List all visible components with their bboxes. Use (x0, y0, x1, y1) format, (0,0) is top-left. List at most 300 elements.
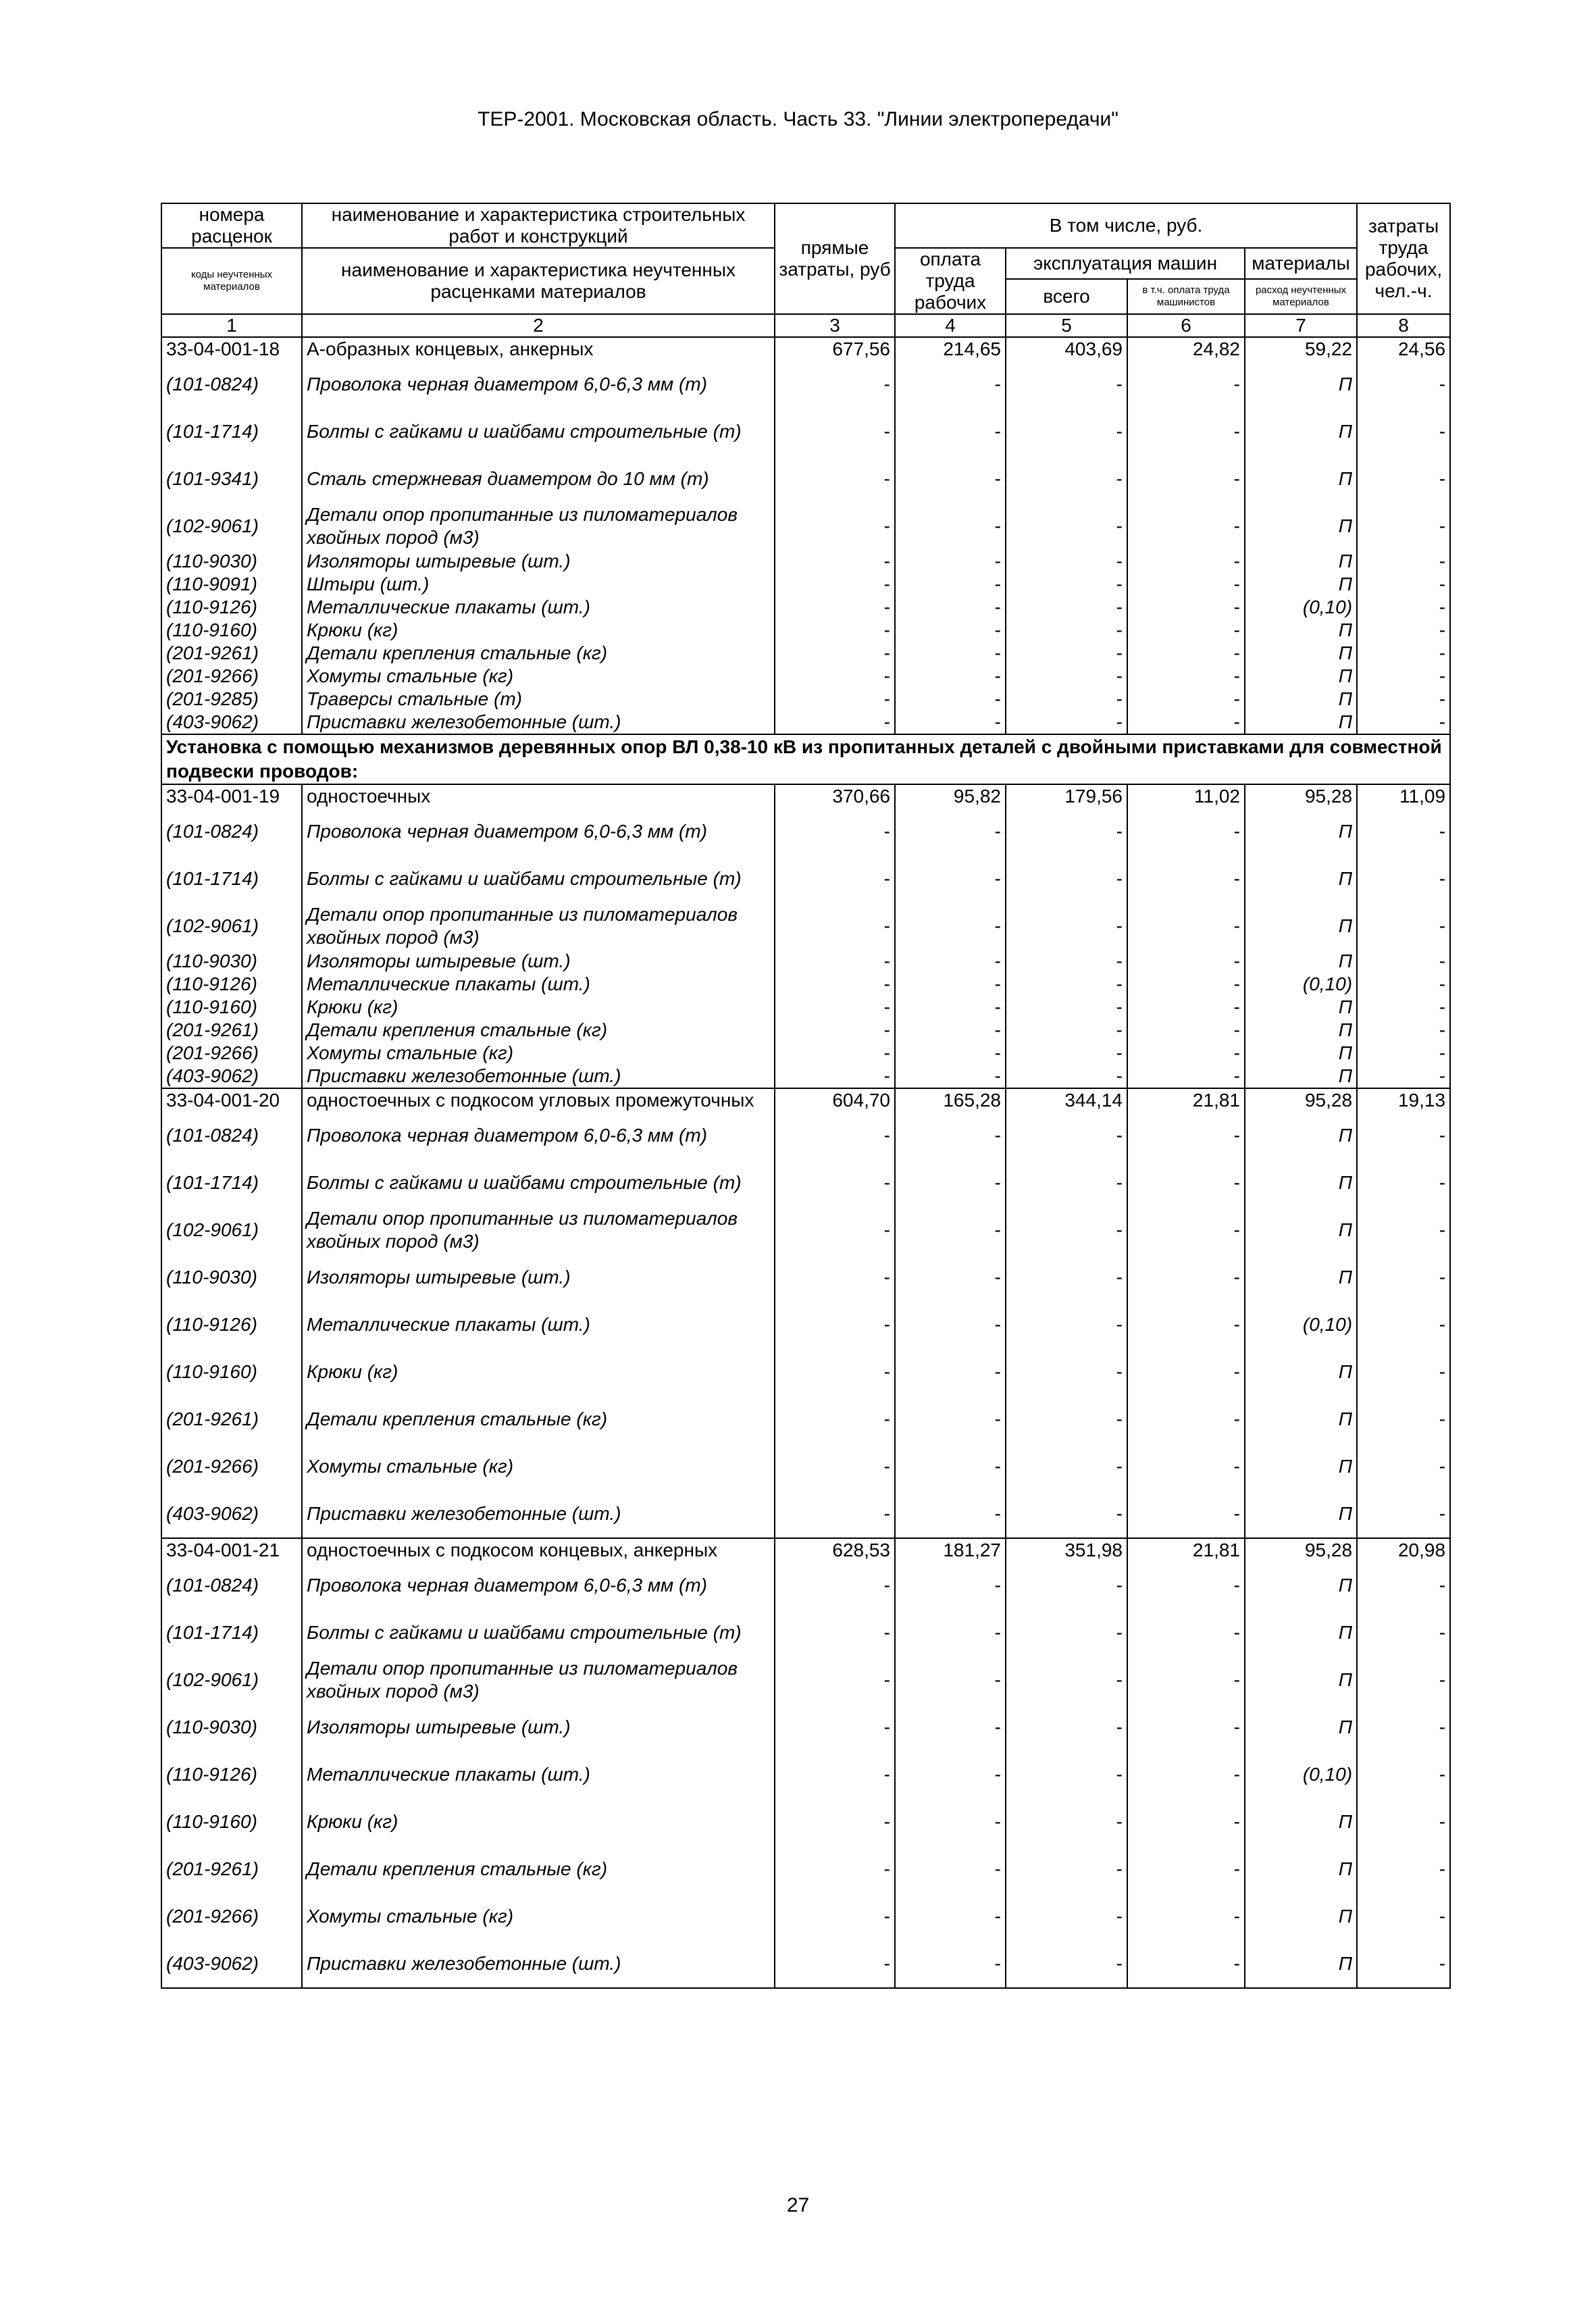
material-name: Крюки (кг) (302, 619, 775, 642)
material-name: Хомуты стальные (кг) (302, 1893, 775, 1940)
material-row (161, 903, 1450, 950)
empty-value: - (1127, 950, 1245, 973)
column-number: 3 (775, 314, 895, 337)
empty-value: - (1127, 1893, 1245, 1940)
empty-value: - (1127, 688, 1245, 711)
material-consumption: П (1245, 1443, 1357, 1490)
empty-value: - (1127, 1656, 1245, 1704)
rate-value: 21,81 (1127, 1088, 1245, 1112)
empty-value: - (1127, 573, 1245, 596)
material-name: Приставки железобетонные (шт.) (302, 711, 775, 734)
material-code: (201-9266) (161, 1042, 302, 1065)
material-code: (110-9126) (161, 1751, 302, 1798)
material-code: (101-0824) (161, 361, 302, 408)
empty-value: - (775, 455, 895, 503)
empty-value: - (1127, 1490, 1245, 1538)
empty-value: - (1006, 1065, 1127, 1088)
material-consumption: П (1245, 408, 1357, 455)
header-name: наименование и характеристика строительных работ и конструкций (302, 203, 775, 248)
empty-value: - (895, 1846, 1006, 1893)
empty-value: - (775, 1490, 895, 1538)
empty-value: - (895, 688, 1006, 711)
column-number: 2 (302, 314, 775, 337)
empty-value: - (1357, 1348, 1450, 1396)
rate-row (161, 1088, 1450, 1112)
material-name: Детали опор пропитанные из пиломатериалов хвойных пород (м3) (302, 503, 775, 550)
rate-value: 628,53 (775, 1538, 895, 1562)
material-consumption: П (1245, 1065, 1357, 1088)
material-consumption: П (1245, 1940, 1357, 1988)
empty-value: - (1357, 1301, 1450, 1348)
header-material-codes: коды неучтенных материалов (161, 248, 302, 314)
empty-value: - (895, 1159, 1006, 1206)
material-code: (201-9266) (161, 1443, 302, 1490)
empty-value: - (775, 642, 895, 665)
material-name: Изоляторы штыревые (шт.) (302, 950, 775, 973)
rate-name: одностоечных с подкосом угловых промежуточных (302, 1088, 775, 1112)
material-consumption: П (1245, 1798, 1357, 1846)
rate-value: 19,13 (1357, 1088, 1450, 1112)
empty-value: - (895, 711, 1006, 734)
material-name: Детали опор пропитанные из пиломатериалов хвойных пород (м3) (302, 903, 775, 950)
empty-value: - (1127, 642, 1245, 665)
empty-value: - (1127, 1159, 1245, 1206)
material-row (161, 808, 1450, 855)
empty-value: - (1357, 855, 1450, 903)
material-name: Хомуты стальные (кг) (302, 665, 775, 688)
material-consumption: П (1245, 1396, 1357, 1443)
material-row (161, 408, 1450, 455)
empty-value: - (1127, 455, 1245, 503)
empty-value: - (1357, 573, 1450, 596)
material-consumption: П (1245, 503, 1357, 550)
column-number: 4 (895, 314, 1006, 337)
rate-value: 20,98 (1357, 1538, 1450, 1562)
empty-value: - (1127, 1704, 1245, 1751)
empty-value: - (1127, 1396, 1245, 1443)
material-row (161, 361, 1450, 408)
material-name: Металлические плакаты (шт.) (302, 1751, 775, 1798)
empty-value: - (895, 1396, 1006, 1443)
material-consumption: П (1245, 1490, 1357, 1538)
material-row (161, 1159, 1450, 1206)
empty-value: - (1357, 642, 1450, 665)
material-row (161, 1798, 1450, 1846)
empty-value: - (1006, 1348, 1127, 1396)
material-name: Детали крепления стальные (кг) (302, 1846, 775, 1893)
material-name: Приставки железобетонные (шт.) (302, 1490, 775, 1538)
empty-value: - (895, 503, 1006, 550)
empty-value: - (1006, 808, 1127, 855)
material-name: Крюки (кг) (302, 996, 775, 1019)
empty-value: - (895, 1042, 1006, 1065)
empty-value: - (1127, 408, 1245, 455)
empty-value: - (1357, 1112, 1450, 1159)
material-code: (201-9266) (161, 665, 302, 688)
material-row (161, 1348, 1450, 1396)
rate-value: 59,22 (1245, 337, 1357, 361)
material-row (161, 619, 1450, 642)
material-consumption: П (1245, 1562, 1357, 1609)
empty-value: - (895, 996, 1006, 1019)
empty-value: - (1357, 1656, 1450, 1704)
material-consumption: П (1245, 1846, 1357, 1893)
section-title: Установка с помощью механизмов деревянных опор ВЛ 0,38-10 кВ из пропитанных деталей с двойными приставками для совместной подвески проводов: (161, 734, 1450, 784)
empty-value: - (1357, 1159, 1450, 1206)
rate-value: 214,65 (895, 337, 1006, 361)
empty-value: - (1357, 1609, 1450, 1656)
empty-value: - (775, 619, 895, 642)
empty-value: - (1127, 996, 1245, 1019)
material-code: (101-0824) (161, 1112, 302, 1159)
material-name: Хомуты стальные (кг) (302, 1443, 775, 1490)
material-row (161, 1940, 1450, 1988)
empty-value: - (1357, 1443, 1450, 1490)
rate-value: 95,28 (1245, 1088, 1357, 1112)
empty-value: - (895, 1019, 1006, 1042)
empty-value: - (1006, 1940, 1127, 1988)
material-consumption: П (1245, 950, 1357, 973)
empty-value: - (1357, 1893, 1450, 1940)
empty-value: - (775, 1254, 895, 1301)
empty-value: - (1006, 503, 1127, 550)
rate-value: 24,56 (1357, 337, 1450, 361)
document-header: ТЕР-2001. Московская область. Часть 33. "Линии электропередачи" (478, 108, 1118, 130)
material-row (161, 1490, 1450, 1538)
material-consumption: П (1245, 455, 1357, 503)
empty-value: - (1357, 361, 1450, 408)
empty-value: - (775, 1751, 895, 1798)
empty-value: - (1357, 1704, 1450, 1751)
empty-value: - (775, 1019, 895, 1042)
material-consumption: П (1245, 688, 1357, 711)
empty-value: - (895, 1301, 1006, 1348)
material-consumption: П (1245, 1704, 1357, 1751)
material-code: (201-9261) (161, 1019, 302, 1042)
empty-value: - (1127, 361, 1245, 408)
empty-value: - (775, 855, 895, 903)
header-operator-wages: в т.ч. оплата труда машинистов (1127, 279, 1245, 314)
empty-value: - (775, 550, 895, 573)
material-consumption: П (1245, 1159, 1357, 1206)
empty-value: - (1127, 1798, 1245, 1846)
material-row (161, 1609, 1450, 1656)
empty-value: - (1357, 1042, 1450, 1065)
column-number: 1 (161, 314, 302, 337)
empty-value: - (1127, 1042, 1245, 1065)
rate-value: 95,82 (895, 784, 1006, 808)
empty-value: - (775, 1798, 895, 1846)
material-row (161, 1443, 1450, 1490)
empty-value: - (775, 596, 895, 619)
material-name: Крюки (кг) (302, 1798, 775, 1846)
empty-value: - (1006, 665, 1127, 688)
material-code: (101-1714) (161, 1159, 302, 1206)
empty-value: - (1127, 1206, 1245, 1254)
material-consumption: П (1245, 642, 1357, 665)
empty-value: - (775, 1301, 895, 1348)
empty-value: - (1006, 1159, 1127, 1206)
empty-value: - (1006, 688, 1127, 711)
empty-value: - (775, 1609, 895, 1656)
empty-value: - (775, 665, 895, 688)
material-row (161, 1206, 1450, 1254)
empty-value: - (1006, 1490, 1127, 1538)
empty-value: - (1006, 619, 1127, 642)
empty-value: - (1127, 1348, 1245, 1396)
empty-value: - (1006, 903, 1127, 950)
material-code: (110-9126) (161, 1301, 302, 1348)
empty-value: - (1127, 1609, 1245, 1656)
material-consumption: П (1245, 808, 1357, 855)
material-code: (102-9061) (161, 503, 302, 550)
empty-value: - (895, 1751, 1006, 1798)
empty-value: - (1127, 1065, 1245, 1088)
rate-value: 95,28 (1245, 784, 1357, 808)
rate-value: 179,56 (1006, 784, 1127, 808)
material-name: Проволока черная диаметром 6,0-6,3 мм (т) (302, 361, 775, 408)
material-row (161, 1704, 1450, 1751)
empty-value: - (895, 361, 1006, 408)
material-name: Проволока черная диаметром 6,0-6,3 мм (т) (302, 1112, 775, 1159)
empty-value: - (775, 1704, 895, 1751)
empty-value: - (1006, 1609, 1127, 1656)
empty-value: - (895, 573, 1006, 596)
empty-value: - (895, 973, 1006, 996)
empty-value: - (775, 1656, 895, 1704)
empty-value: - (895, 596, 1006, 619)
rate-value: 21,81 (1127, 1538, 1245, 1562)
empty-value: - (895, 950, 1006, 973)
empty-value: - (895, 903, 1006, 950)
material-row (161, 503, 1450, 550)
empty-value: - (775, 1206, 895, 1254)
material-code: (101-1714) (161, 855, 302, 903)
rate-value: 95,28 (1245, 1538, 1357, 1562)
material-name: Изоляторы штыревые (шт.) (302, 1704, 775, 1751)
material-consumption: П (1245, 1893, 1357, 1940)
empty-value: - (1357, 711, 1450, 734)
material-code: (110-9160) (161, 619, 302, 642)
empty-value: - (1357, 1206, 1450, 1254)
empty-value: - (1357, 1254, 1450, 1301)
material-code: (403-9062) (161, 1065, 302, 1088)
empty-value: - (775, 903, 895, 950)
material-code: (201-9261) (161, 1396, 302, 1443)
empty-value: - (775, 1846, 895, 1893)
empty-value: - (775, 1443, 895, 1490)
material-consumption: П (1245, 1042, 1357, 1065)
empty-value: - (1127, 711, 1245, 734)
empty-value: - (1006, 642, 1127, 665)
material-row (161, 688, 1450, 711)
section-heading (161, 734, 1450, 784)
material-name: Проволока черная диаметром 6,0-6,3 мм (т) (302, 808, 775, 855)
material-name: Хомуты стальные (кг) (302, 1042, 775, 1065)
empty-value: - (1006, 455, 1127, 503)
empty-value: - (895, 1490, 1006, 1538)
empty-value: - (775, 996, 895, 1019)
material-row (161, 950, 1450, 973)
material-name: Приставки железобетонные (шт.) (302, 1065, 775, 1088)
empty-value: - (1006, 973, 1127, 996)
material-row (161, 1019, 1450, 1042)
empty-value: - (775, 1112, 895, 1159)
material-name: Металлические плакаты (шт.) (302, 1301, 775, 1348)
empty-value: - (895, 408, 1006, 455)
material-consumption: П (1245, 550, 1357, 573)
material-code: (101-1714) (161, 1609, 302, 1656)
material-name: Детали крепления стальные (кг) (302, 1396, 775, 1443)
material-code: (110-9160) (161, 1798, 302, 1846)
empty-value: - (1006, 361, 1127, 408)
material-code: (403-9062) (161, 1490, 302, 1538)
material-code: (101-0824) (161, 1562, 302, 1609)
header-machines-total: всего (1006, 279, 1127, 314)
material-consumption: (0,10) (1245, 1301, 1357, 1348)
empty-value: - (1357, 665, 1450, 688)
material-row (161, 973, 1450, 996)
empty-value: - (1127, 503, 1245, 550)
empty-value: - (775, 1348, 895, 1396)
rates-table (161, 203, 1451, 1989)
material-name: Болты с гайками и шайбами строительные (т) (302, 1609, 775, 1656)
material-code: (110-9126) (161, 596, 302, 619)
empty-value: - (895, 1065, 1006, 1088)
empty-value: - (775, 573, 895, 596)
material-code: (201-9261) (161, 1846, 302, 1893)
material-name: Болты с гайками и шайбами строительные (т) (302, 408, 775, 455)
empty-value: - (775, 361, 895, 408)
material-code: (110-9160) (161, 1348, 302, 1396)
material-consumption: П (1245, 1019, 1357, 1042)
rate-row (161, 1538, 1450, 1562)
empty-value: - (1357, 1940, 1450, 1988)
empty-value: - (895, 808, 1006, 855)
rate-value: 351,98 (1006, 1538, 1127, 1562)
material-row (161, 1893, 1450, 1940)
empty-value: - (1006, 855, 1127, 903)
material-row (161, 573, 1450, 596)
empty-value: - (1357, 1490, 1450, 1538)
material-name: Болты с гайками и шайбами строительные (т) (302, 855, 775, 903)
empty-value: - (1357, 996, 1450, 1019)
material-code: (110-9030) (161, 1254, 302, 1301)
material-name: Приставки железобетонные (шт.) (302, 1940, 775, 1988)
rate-code: 33-04-001-21 (161, 1538, 302, 1562)
empty-value: - (775, 711, 895, 734)
material-consumption: П (1245, 1206, 1357, 1254)
empty-value: - (1006, 573, 1127, 596)
empty-value: - (1127, 1301, 1245, 1348)
material-name: Проволока черная диаметром 6,0-6,3 мм (т) (302, 1562, 775, 1609)
empty-value: - (1127, 665, 1245, 688)
material-code: (101-0824) (161, 808, 302, 855)
material-code: (102-9061) (161, 903, 302, 950)
material-row (161, 1112, 1450, 1159)
empty-value: - (895, 855, 1006, 903)
material-row (161, 855, 1450, 903)
material-consumption: П (1245, 665, 1357, 688)
material-code: (110-9030) (161, 550, 302, 573)
material-consumption: П (1245, 855, 1357, 903)
material-consumption: (0,10) (1245, 973, 1357, 996)
empty-value: - (895, 1704, 1006, 1751)
material-code: (403-9062) (161, 711, 302, 734)
rate-name: А-образных концевых, анкерных (302, 337, 775, 361)
empty-value: - (1357, 973, 1450, 996)
material-name: Траверсы стальные (т) (302, 688, 775, 711)
empty-value: - (895, 1206, 1006, 1254)
rate-value: 11,09 (1357, 784, 1450, 808)
empty-value: - (895, 1348, 1006, 1396)
material-code: (101-1714) (161, 408, 302, 455)
empty-value: - (1127, 1019, 1245, 1042)
empty-value: - (775, 1396, 895, 1443)
rate-name: одностоечных (302, 784, 775, 808)
material-code: (201-9266) (161, 1893, 302, 1940)
empty-value: - (1357, 808, 1450, 855)
material-row (161, 1042, 1450, 1065)
empty-value: - (895, 1443, 1006, 1490)
material-consumption: П (1245, 1656, 1357, 1704)
material-name: Сталь стержневая диаметром до 10 мм (т) (302, 455, 775, 503)
material-consumption: П (1245, 1348, 1357, 1396)
material-name: Детали крепления стальные (кг) (302, 642, 775, 665)
empty-value: - (1006, 1206, 1127, 1254)
material-code: (110-9126) (161, 973, 302, 996)
empty-value: - (1006, 996, 1127, 1019)
empty-value: - (775, 503, 895, 550)
empty-value: - (775, 1562, 895, 1609)
empty-value: - (895, 455, 1006, 503)
empty-value: - (1127, 1846, 1245, 1893)
empty-value: - (895, 1254, 1006, 1301)
material-consumption: П (1245, 361, 1357, 408)
empty-value: - (775, 950, 895, 973)
table-body-first (161, 337, 1450, 734)
rate-value: 11,02 (1127, 784, 1245, 808)
header-labor-hours: затраты труда рабочих, чел.-ч. (1357, 203, 1450, 314)
empty-value: - (775, 973, 895, 996)
material-row (161, 1751, 1450, 1798)
material-name: Штыри (шт.) (302, 573, 775, 596)
material-consumption: П (1245, 1254, 1357, 1301)
empty-value: - (895, 1656, 1006, 1704)
material-code: (110-9030) (161, 1704, 302, 1751)
material-code: (110-9091) (161, 573, 302, 596)
rate-value: 403,69 (1006, 337, 1127, 361)
empty-value: - (1006, 408, 1127, 455)
empty-value: - (1127, 855, 1245, 903)
material-row (161, 550, 1450, 573)
empty-value: - (1357, 1019, 1450, 1042)
material-consumption: П (1245, 996, 1357, 1019)
empty-value: - (1006, 950, 1127, 973)
empty-value: - (1006, 1798, 1127, 1846)
empty-value: - (1006, 1301, 1127, 1348)
material-consumption: П (1245, 903, 1357, 950)
rate-row (161, 337, 1450, 361)
empty-value: - (1006, 1751, 1127, 1798)
empty-value: - (895, 619, 1006, 642)
empty-value: - (1006, 1846, 1127, 1893)
column-numbers-row (161, 314, 1450, 337)
material-code: (101-9341) (161, 455, 302, 503)
rate-code: 33-04-001-18 (161, 337, 302, 361)
empty-value: - (1357, 455, 1450, 503)
material-row (161, 1301, 1450, 1348)
